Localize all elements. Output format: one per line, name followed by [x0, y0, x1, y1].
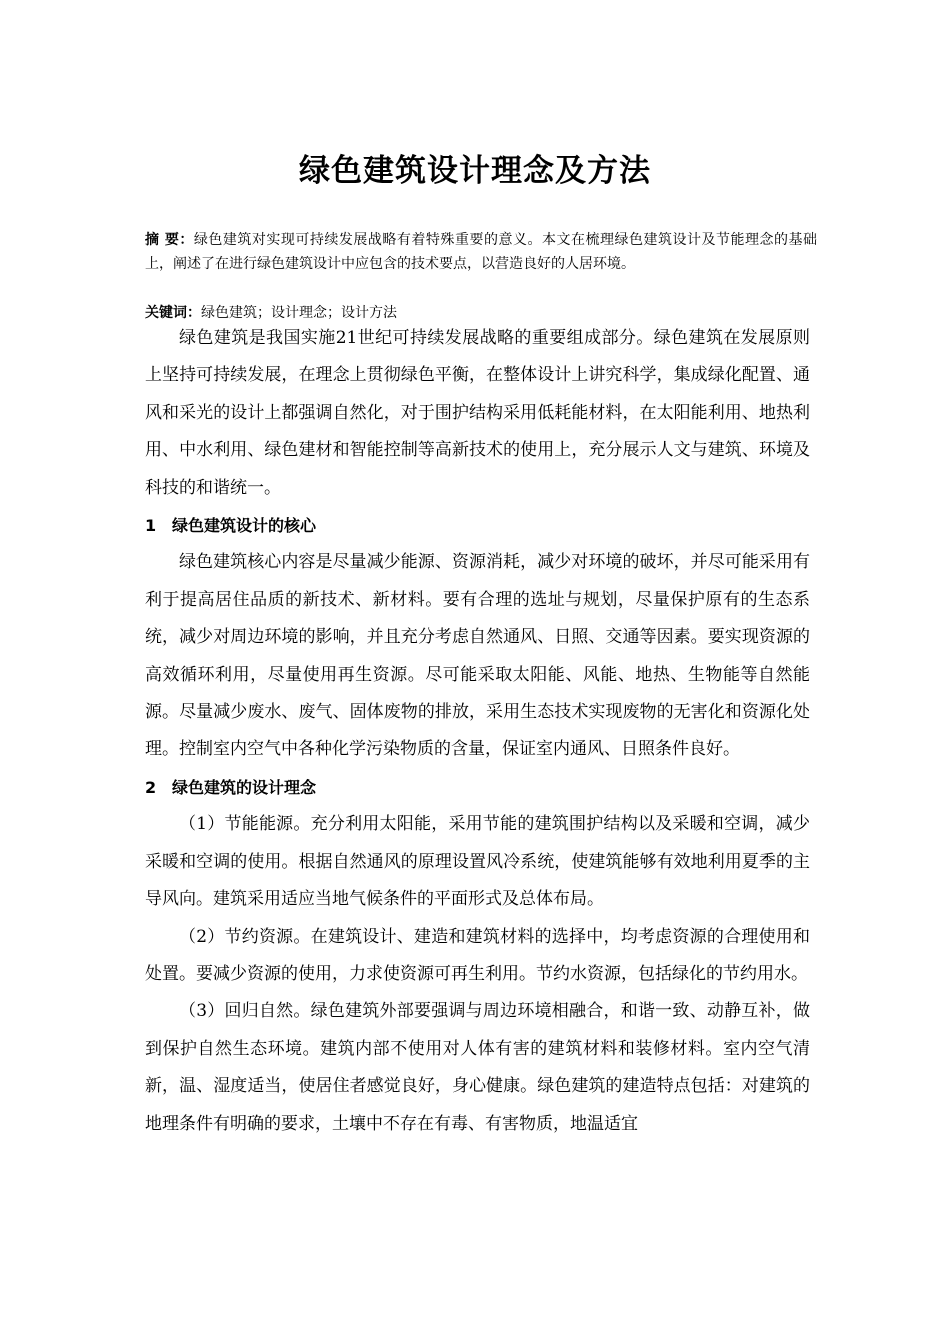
section2-paragraph-3: （3）回归自然。绿色建筑外部要强调与周边环境相融合，和谐一致、动静互补，做到保护自然生态环境。建筑内部不使用对人体有害的建筑材料和装修材料。室内空气清新，温、湿度适当，使居住者感觉良好，身心健康。绿色建筑的建造特点包括：对建筑的地理条件有明确的要求，土壤中不存在有毒、有害物质，地温适宜	[145, 1001, 810, 1134]
section-title-1: 绿色建筑设计的核心	[172, 516, 317, 536]
section-number-1: 1	[145, 516, 157, 536]
document-body	[145, 320, 810, 1143]
section-heading-1	[145, 507, 810, 544]
section-heading-2	[145, 769, 810, 806]
abstract-text: 绿色建筑对实现可持续发展战略有着特殊重要的意义。本文在梳理绿色建筑设计及节能理念的基础上，阐述了在进行绿色建筑设计中应包含的技术要点，以营造良好的人居环境。	[145, 232, 818, 272]
section2-paragraph-2: （2）节约资源。在建筑设计、建造和建筑材料的选择中，均考虑资源的合理使用和处置。要减少资源的使用，力求使资源可再生利用。节约水资源，包括绿化的节约用水。	[145, 926, 810, 984]
intro-paragraph: 绿色建筑是我国实施21世纪可持续发展战略的重要组成部分。绿色建筑在发展原则上坚持可持续发展，在理念上贯彻绿色平衡，在整体设计上讲究科学，集成绿化配置、通风和采光的设计上都强调自然化，对于围护结构采用低耗能材料，在太阳能利用、地热利用、中水利用、绿色建材和智能控制等高新技术的使用上，充分展示人文与建筑、环境及科技的和谐统一。	[145, 328, 810, 498]
keywords-text: 绿色建筑；设计理念；设计方法	[201, 305, 397, 321]
page-title: 绿色建筑设计理念及方法	[299, 152, 651, 189]
section-number-2: 2	[145, 777, 157, 797]
keywords-label: 关键词：	[145, 305, 201, 321]
section-title-2: 绿色建筑的设计理念	[172, 777, 317, 797]
section1-paragraph: 绿色建筑核心内容是尽量减少能源、资源消耗，减少对环境的破坏，并尽可能采用有利于提高居住品质的新技术、新材料。要有合理的选址与规划，尽量保护原有的生态系统，减少对周边环境的影响，并且充分考虑自然通风、日照、交通等因素。要实现资源的高效循环利用，尽量使用再生资源。尽可能采取太阳能、风能、地热、生物能等自然能源。尽量减少废水、废气、固体废物的排放，采用生态技术实现废物的无害化和资源化处理。控制室内空气中各种化学污染物质的含量，保证室内通风、日照条件良好。	[145, 552, 810, 760]
abstract-label: 摘 要：	[145, 232, 194, 248]
section2-paragraph-1: （1）节能能源。充分利用太阳能，采用节能的建筑围护结构以及采暖和空调，减少采暖和空调的使用。根据自然通风的原理设置风冷系统，使建筑能够有效地利用夏季的主导风向。建筑采用适应当地气候条件的平面形式及总体布局。	[145, 814, 810, 910]
abstract	[145, 228, 817, 276]
